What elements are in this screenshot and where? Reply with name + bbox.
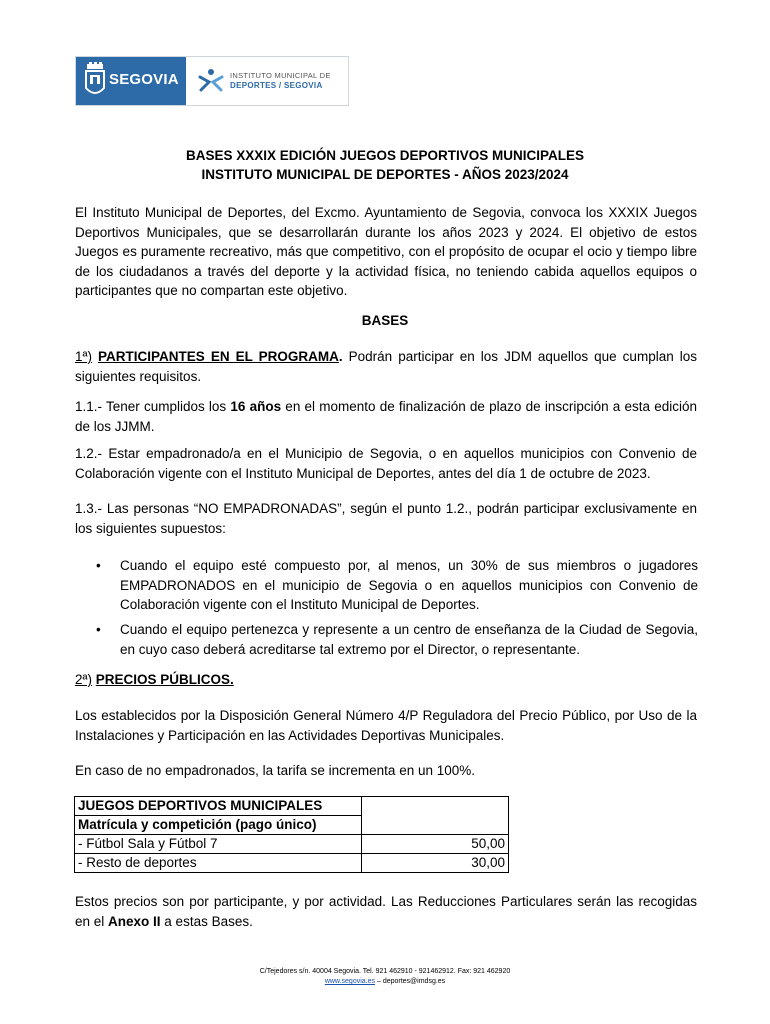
doc-title-2: INSTITUTO MUNICIPAL DE DEPORTES - AÑOS 2023/2024 [201, 167, 569, 182]
closing-paragraph [75, 892, 697, 931]
imd-logo-icon [197, 68, 225, 94]
segovia-logo [76, 57, 186, 105]
section-2-title: PRECIOS PÚBLICOS. [95, 672, 234, 687]
list-item-text: Cuando el equipo esté compuesto por, al menos, un 30% de sus miembros o jugadores EMPADRONADOS en el municipio de Segovia o en aquellos municipios con Convenio de Colaboración vigente con el Instituto Municipal de Deportes. [120, 558, 698, 612]
footer-website-link[interactable]: www.segovia.es [324, 978, 376, 985]
closing-text-c: a estas Bases. [160, 913, 253, 929]
crest-icon [84, 62, 106, 100]
section-1-dot: . [338, 349, 343, 364]
closing-text-a: Estos precios son por participante, y por actividad. Las Reducciones Particulares serán las recogidas en el [75, 894, 697, 929]
table-header-1: JUEGOS DEPORTIVOS MUNICIPALES [75, 797, 362, 816]
section-2-heading [75, 670, 697, 690]
imd-logo-line1: INSTITUTO MUNICIPAL DE [230, 71, 331, 80]
item-1-1-text-c: en el momento de finalización de plazo de inscripción a esta edición de los JJMM. [75, 399, 698, 434]
table-header-2: Matrícula y competición (pago único) [75, 816, 362, 835]
table-row [75, 797, 509, 816]
section-2-number: 2ª) [75, 672, 93, 687]
surcharge-paragraph: En caso de no empadronados, la tarifa se incrementa en un 100%. [75, 763, 476, 778]
doc-title-1: BASES XXXIX EDICIÓN JUEGOS DEPORTIVOS MUNICIPALES [185, 148, 585, 163]
item-1-1 [75, 397, 697, 436]
footer-contact [0, 977, 770, 987]
table-header-empty [362, 797, 509, 835]
bases-heading: BASES [361, 313, 409, 328]
price-table [74, 796, 509, 873]
imd-logo-line2: DEPORTES / SEGOVIA [230, 81, 323, 90]
item-1-1-text-a: 1.1.- Tener cumplidos los [75, 399, 231, 414]
header-logos [75, 56, 349, 106]
item-1-3: 1.3.- Las personas “NO EMPADRONADAS”, según el punto 1.2., podrán participar exclusivamente en los siguientes supuestos: [75, 501, 697, 536]
section-2-paragraph: Los establecidos por la Disposición General Número 4/P Reguladora del Precio Público, por Uso de la Instalaciones y Participación en las Actividades Deportivas Municipales. [75, 708, 697, 743]
bullet-icon: • [96, 622, 101, 637]
footer-separator: – [375, 978, 383, 985]
item-1-1-age: 16 años [230, 399, 282, 414]
table-cell-value: 50,00 [362, 835, 509, 854]
annex-reference: Anexo II [108, 913, 161, 929]
table-row [75, 835, 509, 854]
item-1-2: 1.2.- Estar empadronado/a en el Municipio de Segovia, o en aquellos municipios con Convenio de Colaboración vigente con el Instituto Municipal de Deportes, antes del día 1 de octubre de 2023. [75, 446, 697, 481]
section-1-paragraph [75, 347, 697, 386]
footer-email: deportes@imdsg.es [382, 978, 446, 985]
list-item-text: Cuando el equipo pertenezca y represente a un centro de enseñanza de la Ciudad de Segovia, en cuyo caso deberá acreditarse tal extremo por el Director, o representante. [120, 622, 698, 657]
table-cell-value: 30,00 [362, 854, 509, 873]
table-row [75, 854, 509, 873]
bullet-icon: • [96, 558, 101, 573]
section-1-text: Podrán participar en los JDM aquellos que cumplan los siguientes requisitos. [75, 349, 697, 384]
section-1-number: 1ª) [75, 349, 93, 364]
section-1-title: PARTICIPANTES EN EL PROGRAMA [98, 349, 339, 364]
table-cell-label: - Fútbol Sala y Fútbol 7 [75, 835, 362, 854]
segovia-logo-text: SEGOVIA [109, 71, 179, 88]
table-cell-label: - Resto de deportes [75, 854, 362, 873]
footer-address: C/Tejedores s/n. 40004 Segovia. Tel. 921 462910 - 921462912. Fax: 921 462920 [259, 968, 511, 975]
intro-paragraph: El Instituto Municipal de Deportes, del Excmo. Ayuntamiento de Segovia, convoca los XXXIX Juegos Deportivos Municipales, que se desarrollarán durante los años 2023 y 2024. El objetivo de estos Juegos es puramente recreativo, más que competitivo, con el propósito de ocupar el ocio y tiempo libre de los ciudadanos a través del deporte y la actividad física, no teniendo cabida aquellos equipos o participantes que no compartan este objetivo. [75, 205, 697, 298]
